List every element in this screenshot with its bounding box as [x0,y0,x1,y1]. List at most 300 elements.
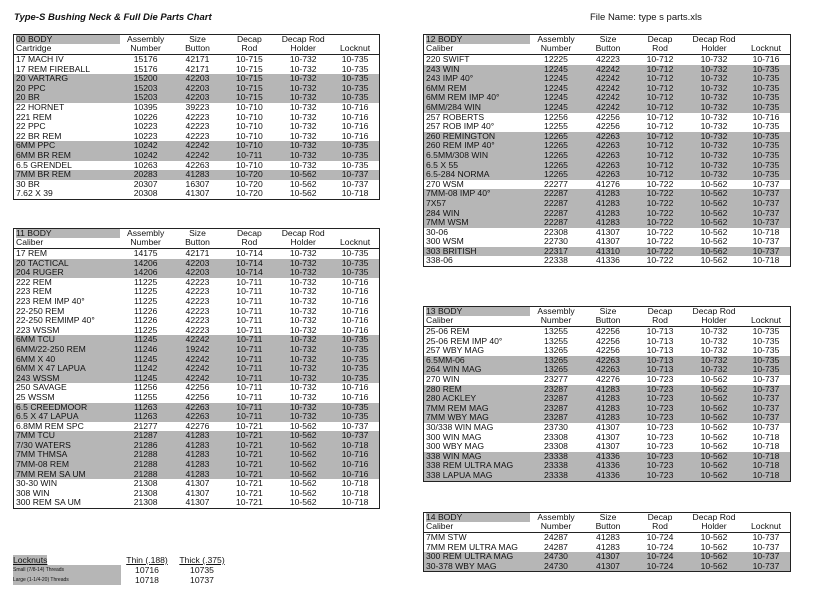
table-row [424,170,790,180]
locknut-cell: 10-737 [341,170,369,180]
caliber-cell: 6.5MM-06 [426,355,465,365]
decap-rod-holder-cell: 10-732 [289,373,317,383]
table-row [424,385,790,395]
assembly-number-header: Assembly Number [127,35,165,54]
locknut-cell: 10-735 [752,170,780,180]
decap-rod-holder-cell: 10-732 [700,93,728,103]
locknut-cell: 10-716 [752,112,780,122]
table-row [424,327,790,337]
caliber-cell: 7MM WSM [426,218,469,228]
locknut-header: Locknut [750,521,782,532]
assembly-number-cell: 12245 [544,83,568,93]
assembly-number-cell: 10223 [133,122,158,132]
size-button-cell: 41283 [185,431,210,441]
decap-rod-cell: 10-715 [235,55,263,64]
decap-rod-holder-cell: 10-732 [700,74,728,84]
assembly-number-cell: 22277 [544,179,568,189]
body-header: 00 BODY Cartridge [14,35,120,54]
size-button-cell: 42256 [596,346,620,356]
locknut-cell: 10-716 [341,131,369,141]
size-button-header: Size Button [185,229,210,248]
decap-rod-cell: 10-723 [646,461,674,471]
locknut-cell: 10-735 [341,354,369,364]
locknut-cell: 10-735 [752,64,780,74]
caliber-cell: 223 REM IMP 40° [16,296,85,306]
size-button-cell: 41283 [596,198,620,208]
decap-rod-cell: 10-723 [646,432,674,442]
size-button-cell: 42242 [596,83,620,93]
decap-rod-cell: 10-711 [236,316,263,326]
locknut-cell: 10-735 [341,412,369,422]
size-button-cell: 42263 [185,412,210,422]
caliber-cell: 25 WSSM [16,392,55,402]
size-button-cell: 41283 [596,413,620,423]
size-button-cell: 41307 [596,561,620,571]
decap-rod-cell: 10-722 [646,237,674,247]
caliber-cell: 300 WSM [426,237,464,247]
locknut-cell: 10-735 [752,83,780,93]
decap-rod-holder-cell: 10-732 [289,150,317,160]
assembly-number-cell: 23338 [544,470,568,480]
decap-rod-holder-cell: 10-732 [289,83,317,93]
decap-rod-cell: 10-711 [236,354,263,364]
size-button-cell: 41283 [185,469,210,479]
table-row [424,433,790,443]
size-button-header: Size Button [595,307,621,326]
table-row [424,93,790,103]
locknut-cell: 10-737 [752,374,780,384]
caliber-cell: 300 WIN MAG [426,432,482,442]
caliber-cell: 308 WIN [16,488,50,498]
table-row [424,471,790,481]
caliber-cell: 260 REMINGTON [426,131,496,141]
locknut-cell: 10-718 [752,256,780,266]
size-button-cell: 41307 [596,552,620,562]
assembly-number-cell: 22287 [544,198,568,208]
decap-rod-cell: 10-712 [646,55,674,64]
locknut-cell: 10-716 [341,277,369,287]
table-row [424,552,790,562]
decap-rod-holder-cell: 10-732 [289,160,317,170]
assembly-number-cell: 22730 [544,237,568,247]
table-row [14,278,379,288]
locknut-cell: 10-716 [341,383,369,393]
caliber-cell: 7MM REM MAG [426,403,489,413]
caliber-cell: 6.5 X 47 LAPUA [16,412,79,422]
size-button-cell: 42242 [185,373,210,383]
decap-rod-cell: 10-723 [646,451,674,461]
decap-rod-holder-cell: 10-562 [700,189,728,199]
size-button-cell: 42263 [596,150,620,160]
locknut-cell: 10-737 [752,179,780,189]
caliber-cell: 6MM/284 WIN [426,102,481,112]
size-button-cell: 42256 [596,112,620,122]
table-row [424,103,790,113]
decap-rod-holder-cell: 10-732 [700,346,728,356]
decap-rod-cell: 10-723 [646,403,674,413]
locknut-cell: 10-735 [341,141,369,151]
locknut-cell: 10-735 [752,160,780,170]
locknut-cell: 10-737 [752,246,780,256]
decap-rod-header: Decap Rod [236,229,262,248]
decap-rod-holder-cell: 10-732 [289,344,317,354]
decap-rod-cell: 10-715 [235,83,263,93]
caliber-cell: 338 LAPUA MAG [426,470,493,480]
assembly-number-cell: 12265 [544,170,568,180]
locknut-cell: 10-737 [752,552,780,562]
assembly-number-cell: 11242 [134,364,158,374]
caliber-cell: 7/30 WATERS [16,440,71,450]
size-button-cell: 41283 [596,218,620,228]
caliber-cell: 25-06 REM [426,327,470,336]
caliber-cell: 25-06 REM IMP 40° [426,336,503,346]
size-button-cell: 42203 [185,83,210,93]
decap-rod-holder-cell: 10-562 [700,227,728,237]
caliber-cell: 6MM REM [426,83,467,93]
size-button-cell: 42223 [185,277,210,287]
decap-rod-cell: 10-710 [235,141,263,151]
caliber-cell: 223 WSSM [16,325,60,335]
assembly-number-cell: 11226 [134,306,158,316]
decap-rod-holder-cell: 10-562 [700,542,728,552]
table-header-row [14,35,379,55]
assembly-number-cell: 21308 [133,488,158,498]
caliber-cell: 243 WSSM [16,373,60,383]
size-button-cell: 42242 [185,364,210,374]
locknuts-thin-header: Thin (.188) [126,555,168,565]
caliber-cell: 243 WIN [426,64,460,74]
size-button-cell: 19242 [185,344,210,354]
assembly-number-cell: 11225 [134,325,158,335]
decap-rod-holder-cell: 10-562 [700,533,728,542]
decap-rod-cell: 10-722 [646,246,674,256]
caliber-cell: 20 PPC [16,83,46,93]
assembly-number-cell: 10242 [133,150,158,160]
decap-rod-cell: 10-712 [646,112,674,122]
decap-rod-cell: 10-721 [235,440,263,450]
locknut-thread-label: Large (1-1/4-20) Threads [13,575,121,585]
decap-rod-cell: 10-723 [646,374,674,384]
table-row [14,287,379,297]
decap-rod-holder-header: Decap Rod Holder [692,35,736,54]
table-row [424,161,790,171]
caliber-cell: 20 TACTICAL [16,258,69,268]
decap-rod-holder-cell: 10-732 [700,327,728,336]
size-button-cell: 42203 [185,93,210,103]
decap-rod-cell: 10-711 [236,277,263,287]
size-button-cell: 42223 [185,316,210,326]
locknut-cell: 10-735 [752,122,780,132]
decap-rod-holder-header: Decap Rod Holder [692,513,736,532]
assembly-number-cell: 11246 [134,344,158,354]
size-button-cell: 41307 [185,498,210,508]
table-row [424,141,790,151]
table-row [14,345,379,355]
locknut-cell: 10-716 [341,287,369,297]
decap-rod-holder-cell: 10-562 [700,403,728,413]
table-row [14,441,379,451]
locknut-cell: 10-716 [341,306,369,316]
decap-rod-cell: 10-712 [646,83,674,93]
size-button-cell: 41310 [596,246,620,256]
table-row [424,394,790,404]
table-row [14,170,379,180]
decap-rod-holder-cell: 10-732 [289,354,317,364]
table-row [14,498,379,508]
table-row [14,161,379,171]
decap-rod-holder-header: Decap Rod Holder [281,35,325,54]
assembly-number-cell: 21308 [133,479,158,489]
decap-rod-cell: 10-721 [235,479,263,489]
locknut-header: Locknut [750,43,782,54]
assembly-number-cell: 11255 [134,392,158,402]
decap-rod-holder-cell: 10-562 [700,561,728,571]
decap-rod-holder-cell: 10-562 [289,431,317,441]
locknut-cell: 10-735 [341,83,369,93]
table-row [14,180,379,190]
size-button-cell: 41283 [185,170,210,180]
table-row [424,151,790,161]
size-button-cell: 42263 [596,170,620,180]
decap-rod-holder-cell: 10-732 [289,287,317,297]
size-button-cell: 42223 [596,55,620,64]
table-row [14,335,379,345]
caliber-cell: 280 ACKLEY [426,394,477,404]
caliber-cell: 6MM TCU [16,335,55,345]
locknut-cell: 10-718 [341,189,369,199]
caliber-cell: 20 BR [16,93,40,103]
locknut-cell: 10-735 [341,364,369,374]
decap-rod-holder-cell: 10-732 [289,296,317,306]
caliber-cell: 6MM BR REM [16,150,71,160]
caliber-cell: 7MM WBY MAG [426,413,489,423]
size-button-cell: 41336 [596,461,620,471]
decap-rod-holder-cell: 10-562 [289,469,317,479]
locknut-cell: 10-735 [752,93,780,103]
size-button-cell: 42242 [185,141,210,151]
size-button-cell: 42256 [596,122,620,132]
decap-rod-holder-cell: 10-732 [289,364,317,374]
assembly-number-cell: 11263 [134,412,158,422]
decap-rod-holder-cell: 10-732 [289,412,317,422]
decap-rod-header: Decap Rod [647,307,673,326]
decap-rod-cell: 10-715 [235,93,263,103]
table-row [424,337,790,347]
caliber-cell: 270 WSM [426,179,464,189]
decap-rod-holder-cell: 10-732 [289,131,317,141]
decap-rod-cell: 10-723 [646,442,674,452]
assembly-number-cell: 10242 [133,141,158,151]
assembly-number-cell: 13255 [544,336,568,346]
assembly-number-cell: 10395 [133,102,158,112]
decap-rod-cell: 10-710 [235,102,263,112]
size-button-header: Size Button [595,35,621,54]
locknut-cell: 10-716 [341,392,369,402]
decap-rod-holder-cell: 10-732 [289,74,317,84]
table-row [14,297,379,307]
size-button-cell: 41307 [596,227,620,237]
table-row [424,228,790,238]
assembly-number-cell: 12265 [544,150,568,160]
table-row [14,460,379,470]
size-button-cell: 42171 [185,64,210,74]
locknut-cell: 10-718 [341,488,369,498]
table-row [14,470,379,480]
assembly-number-cell: 11226 [134,316,158,326]
assembly-number-cell: 21287 [133,431,158,441]
caliber-cell: 338-06 [426,256,453,266]
caliber-cell: 6MM X 47 LAPUA [16,364,86,374]
caliber-cell: 7MM-08 IMP 40° [426,189,491,199]
caliber-cell: 338 REM ULTRA MAG [426,461,514,471]
table-row [424,199,790,209]
decap-rod-cell: 10-714 [235,258,263,268]
caliber-cell: 22 HORNET [16,102,65,112]
table-row [424,209,790,219]
locknut-cell: 10-737 [752,198,780,208]
table-row [424,365,790,375]
decap-rod-cell: 10-723 [646,470,674,480]
assembly-number-cell: 21286 [133,440,158,450]
caliber-cell: 30-378 WBY MAG [426,561,497,571]
assembly-number-cell: 10263 [133,160,158,170]
assembly-number-cell: 23287 [544,403,568,413]
assembly-number-cell: 13265 [544,365,568,375]
size-button-cell: 42256 [185,392,210,402]
caliber-cell: 6MM/22-250 REM [16,344,86,354]
locknut-cell: 10-735 [752,346,780,356]
decap-rod-holder-cell: 10-732 [700,170,728,180]
table-row [424,113,790,123]
decap-rod-cell: 10-722 [646,189,674,199]
caliber-cell: 7MM REM ULTRA MAG [426,542,518,552]
locknut-cell: 10-735 [341,344,369,354]
table-row [14,259,379,269]
decap-rod-holder-cell: 10-562 [700,413,728,423]
size-button-cell: 42171 [185,55,210,64]
decap-rod-holder-cell: 10-562 [700,422,728,432]
caliber-cell: 7MM BR REM [16,170,71,180]
decap-rod-holder-cell: 10-562 [700,394,728,404]
table-row [424,346,790,356]
caliber-cell: 250 SAVAGE [16,383,67,393]
locknut-cell: 10-735 [752,150,780,160]
decap-rod-holder-cell: 10-562 [700,374,728,384]
size-button-header: Size Button [185,35,210,54]
table-row [14,268,379,278]
decap-rod-holder-cell: 10-562 [289,170,317,180]
table-row [14,122,379,132]
table-row [14,431,379,441]
locknut-cell: 10-716 [341,450,369,460]
decap-rod-holder-cell: 10-732 [700,365,728,375]
table-row [14,383,379,393]
decap-rod-holder-cell: 10-732 [289,102,317,112]
table-row [424,461,790,471]
table-row [14,141,379,151]
size-button-cell: 42256 [596,336,620,346]
locknut-cell: 10-737 [752,394,780,404]
assembly-number-cell: 12245 [544,102,568,112]
assembly-number-cell: 11245 [134,354,158,364]
locknut-cell: 10-735 [752,131,780,141]
locknut-thick-value: 10737 [190,575,214,585]
assembly-number-cell: 23308 [544,442,568,452]
size-button-cell: 42256 [185,383,210,393]
decap-rod-holder-cell: 10-562 [700,451,728,461]
caliber-cell: 284 WIN [426,208,460,218]
size-button-cell: 41283 [185,440,210,450]
decap-rod-holder-cell: 10-732 [700,55,728,64]
decap-rod-cell: 10-722 [646,198,674,208]
decap-rod-holder-cell: 10-562 [289,421,317,431]
locknut-thread-label: Small (7/8-14) Threads [13,565,121,575]
locknut-header: Locknut [750,315,782,326]
assembly-number-cell: 23338 [544,461,568,471]
caliber-cell: 221 REM [16,112,52,122]
locknut-cell: 10-735 [341,373,369,383]
table-row [424,180,790,190]
table-row [424,452,790,462]
locknut-cell: 10-737 [752,189,780,199]
decap-rod-holder-cell: 10-732 [289,325,317,335]
table-row [14,132,379,142]
table-row [14,249,379,259]
decap-rod-holder-cell: 10-732 [289,306,317,316]
decap-rod-cell: 10-712 [646,64,674,74]
assembly-number-header: Assembly Number [537,35,575,54]
decap-rod-holder-cell: 10-732 [700,102,728,112]
assembly-number-cell: 13265 [544,346,568,356]
size-button-cell: 42242 [596,64,620,74]
decap-rod-cell: 10-710 [235,112,263,122]
table-row [14,65,379,75]
table-header-row [424,35,790,55]
decap-rod-cell: 10-723 [646,384,674,394]
decap-rod-cell: 10-711 [236,150,263,160]
size-button-cell: 42263 [596,131,620,141]
table-12-body [423,34,791,267]
assembly-number-cell: 21288 [133,469,158,479]
assembly-number-cell: 13255 [544,327,568,336]
decap-rod-header: Decap Rod [647,513,673,532]
locknut-cell: 10-737 [341,179,369,189]
decap-rod-holder-cell: 10-562 [700,384,728,394]
table-row [14,374,379,384]
locknut-cell: 10-735 [752,102,780,112]
decap-rod-cell: 10-712 [646,141,674,151]
locknuts-label: Locknuts [13,555,48,565]
locknut-cell: 10-735 [752,141,780,151]
table-row [14,316,379,326]
decap-rod-holder-cell: 10-562 [700,179,728,189]
decap-rod-cell: 10-714 [235,249,263,258]
decap-rod-cell: 10-711 [236,325,263,335]
locknut-cell: 10-735 [341,150,369,160]
locknuts-row-small [13,565,233,575]
assembly-number-cell: 11245 [134,373,158,383]
locknut-cell: 10-718 [752,470,780,480]
decap-rod-holder-cell: 10-732 [289,112,317,122]
assembly-number-cell: 14206 [133,268,158,278]
size-button-cell: 42223 [185,112,210,122]
table-row [424,84,790,94]
assembly-number-cell: 12265 [544,131,568,141]
caliber-cell: 257 WBY MAG [426,346,485,356]
locknut-cell: 10-737 [752,237,780,247]
locknut-cell: 10-716 [341,469,369,479]
locknut-cell: 10-735 [341,93,369,103]
